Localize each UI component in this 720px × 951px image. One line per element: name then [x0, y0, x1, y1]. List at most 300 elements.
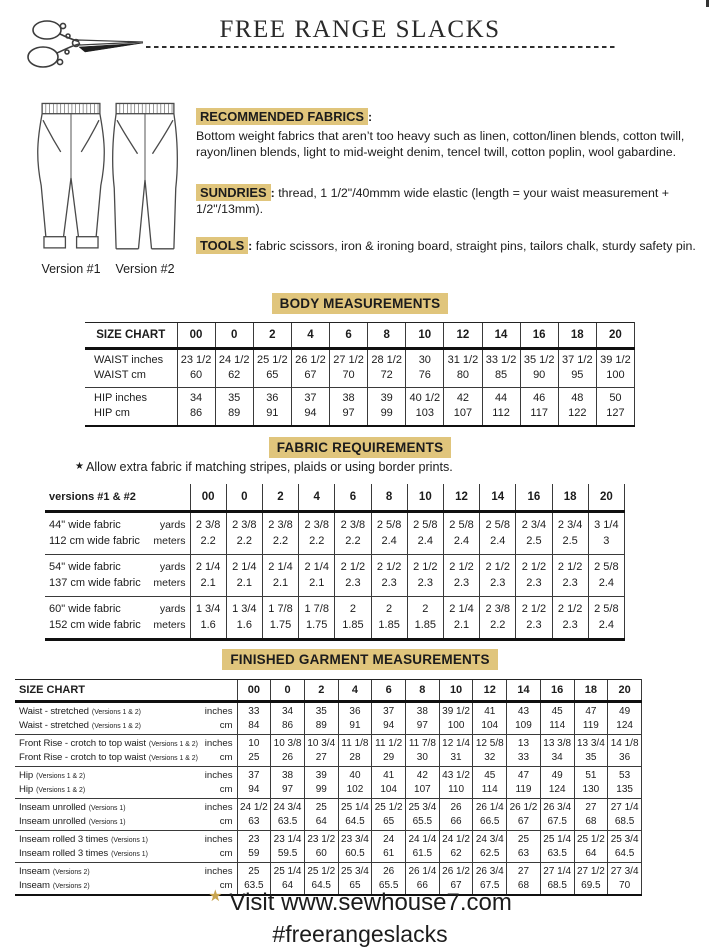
measurement-cell: 42: [406, 767, 440, 783]
measurement-cell: 24: [372, 831, 406, 847]
row-unit: cm: [219, 783, 233, 795]
size-column-header: 4: [338, 680, 372, 702]
size-column-header: 18: [558, 323, 596, 349]
measurement-cell: 27 1/4: [540, 863, 574, 879]
measurement-cell: 3: [588, 533, 624, 555]
star-icon: ★: [208, 888, 223, 905]
colon: :: [368, 110, 373, 124]
measurement-cell: 35: [574, 751, 608, 767]
row-label-cell: [45, 597, 190, 618]
measurement-cell: 11 1/2: [372, 735, 406, 751]
row-version-note: (Versions 1 & 2): [36, 786, 86, 794]
measurement-cell: 11 7/8: [406, 735, 440, 751]
row-label: 112 cm wide fabric: [49, 535, 140, 547]
row-label: Inseam: [19, 879, 50, 891]
row-label-cell: [15, 735, 237, 751]
size-column-header: 00: [237, 680, 271, 702]
measurement-cell: 33: [507, 751, 541, 767]
measurement-cell: 91: [253, 406, 291, 426]
row-label: Waist - stretched: [19, 705, 89, 717]
measurement-cell: 69.5: [574, 879, 608, 896]
measurement-cell: 43: [507, 702, 541, 719]
measurement-cell: 24 1/4: [406, 831, 440, 847]
measurement-cell: 1 3/4: [226, 597, 262, 618]
row-label-cell: [85, 388, 177, 407]
row-version-note: (Versions 2): [52, 882, 90, 890]
measurement-cell: 13: [507, 735, 541, 751]
measurement-cell: 25 3/4: [338, 863, 372, 879]
measurement-cell: 65.5: [406, 815, 440, 831]
measurement-cell: 27 1/2: [574, 863, 608, 879]
size-column-header: 20: [596, 323, 634, 349]
measurement-cell: 23: [237, 831, 271, 847]
fabric-requirements-table: [45, 484, 625, 641]
row-label: Inseam unrolled: [19, 815, 86, 827]
measurement-cell: 25 3/4: [406, 799, 440, 815]
size-column-header: 12: [443, 484, 479, 512]
measurement-cell: 130: [574, 783, 608, 799]
measurement-cell: 67.5: [540, 815, 574, 831]
row-label: 60" wide fabric: [49, 603, 121, 615]
measurement-cell: 28: [338, 751, 372, 767]
measurement-cell: 39: [304, 767, 338, 783]
size-column-header: 12: [444, 323, 482, 349]
row-version-note: (Versions 2): [52, 868, 90, 876]
measurement-cell: 27 1/2: [330, 349, 368, 369]
measurement-cell: 2.3: [516, 617, 552, 640]
measurement-cell: 2.1: [226, 575, 262, 597]
measurement-cell: 28 1/2: [368, 349, 406, 369]
row-label: Front Rise - crotch to top waist: [19, 751, 146, 763]
measurement-cell: 103: [406, 406, 444, 426]
sundries-label: SUNDRIES: [196, 184, 271, 201]
measurement-cell: 89: [215, 406, 253, 426]
measurement-cell: 2.4: [480, 533, 516, 555]
size-column-header: 0: [271, 680, 305, 702]
measurement-cell: 26 1/2: [291, 349, 329, 369]
size-column-header: 6: [330, 323, 368, 349]
row-version-note: (Versions 1): [88, 818, 126, 826]
measurement-cell: 2.3: [335, 575, 371, 597]
measurement-cell: 72: [368, 368, 406, 388]
measurement-cell: 2 1/4: [262, 555, 298, 576]
measurement-cell: 27 1/4: [608, 799, 642, 815]
measurement-cell: 62.5: [473, 847, 507, 863]
measurement-cell: 67: [439, 879, 473, 896]
heading-text: FABRIC REQUIREMENTS: [269, 437, 452, 458]
measurement-cell: 84: [237, 719, 271, 735]
measurement-cell: 63.5: [237, 879, 271, 896]
measurement-cell: 68: [507, 879, 541, 896]
size-column-header: 4: [299, 484, 335, 512]
size-column-header: 6: [372, 680, 406, 702]
measurement-cell: 2 3/8: [335, 512, 371, 534]
measurement-cell: 25 1/2: [304, 863, 338, 879]
measurement-cell: 36: [253, 388, 291, 407]
measurement-cell: 30: [406, 751, 440, 767]
measurement-cell: 40: [338, 767, 372, 783]
measurement-cell: 100: [439, 719, 473, 735]
pants-version-2-illustration: [104, 98, 186, 258]
size-column-header: 0: [226, 484, 262, 512]
measurement-cell: 60: [177, 368, 215, 388]
measurement-cell: 63: [507, 847, 541, 863]
row-version-note: (Versions 1): [88, 804, 126, 812]
measurement-cell: 64.5: [338, 815, 372, 831]
measurement-cell: 51: [574, 767, 608, 783]
info-section: [196, 108, 718, 255]
measurement-cell: 2 1/2: [516, 555, 552, 576]
measurement-cell: 2 1/2: [552, 555, 588, 576]
row-unit: inches: [204, 865, 233, 877]
measurement-cell: 62: [439, 847, 473, 863]
row-label-cell: [85, 406, 177, 426]
heading-text: BODY MEASUREMENTS: [272, 293, 449, 314]
version-2-label: Version #2: [115, 262, 175, 276]
measurement-cell: 27: [507, 863, 541, 879]
measurement-cell: 23 1/2: [177, 349, 215, 369]
measurement-cell: 2 1/4: [299, 555, 335, 576]
size-column-header: 8: [406, 680, 440, 702]
measurement-cell: 3 1/4: [588, 512, 624, 534]
measurement-cell: 53: [608, 767, 642, 783]
measurement-cell: 26: [372, 863, 406, 879]
measurement-cell: 45: [540, 702, 574, 719]
row-label: 137 cm wide fabric: [49, 577, 141, 589]
measurement-cell: 114: [473, 783, 507, 799]
measurement-cell: 61.5: [406, 847, 440, 863]
measurement-cell: 65: [253, 368, 291, 388]
size-column-header: 14: [482, 323, 520, 349]
size-column-header: 18: [552, 484, 588, 512]
body-measurements-heading: [0, 295, 720, 313]
row-label-cell: [45, 512, 190, 534]
size-column-header: 2: [262, 484, 298, 512]
measurement-cell: 11 1/8: [338, 735, 372, 751]
measurement-cell: 25 1/2: [372, 799, 406, 815]
body-measurements-table: [85, 322, 635, 427]
measurement-cell: 66: [406, 879, 440, 896]
row-unit: cm: [219, 847, 233, 859]
measurement-cell: 36: [338, 702, 372, 719]
recommended-fabrics-block: [196, 108, 718, 161]
measurement-cell: 39: [368, 388, 406, 407]
measurement-cell: 2: [407, 597, 443, 618]
measurement-cell: 2 1/4: [443, 597, 479, 618]
measurement-cell: 2 5/8: [480, 512, 516, 534]
measurement-cell: 1 7/8: [299, 597, 335, 618]
size-column-header: 16: [516, 484, 552, 512]
heading-text: FINISHED GARMENT MEASUREMENTS: [222, 649, 497, 670]
measurement-cell: 25: [304, 799, 338, 815]
measurement-cell: 1.75: [262, 617, 298, 640]
row-unit: yards: [159, 561, 186, 573]
measurement-cell: 26 1/2: [439, 863, 473, 879]
measurement-cell: 90: [520, 368, 558, 388]
measurement-cell: 48: [558, 388, 596, 407]
measurement-cell: 13 3/8: [540, 735, 574, 751]
row-unit: yards: [159, 603, 186, 615]
row-label-cell: [85, 349, 177, 369]
fabric-requirements-heading: [0, 439, 720, 457]
measurement-cell: 2.3: [552, 617, 588, 640]
star-icon: ★: [75, 461, 84, 472]
measurement-cell: 33 1/2: [482, 349, 520, 369]
measurement-cell: 25 1/2: [574, 831, 608, 847]
measurement-cell: 135: [608, 783, 642, 799]
measurement-cell: 37: [237, 767, 271, 783]
measurement-cell: 2: [371, 597, 407, 618]
measurement-cell: 35: [304, 702, 338, 719]
measurement-cell: 12 5/8: [473, 735, 507, 751]
measurement-cell: 60.5: [338, 847, 372, 863]
measurement-cell: 23 1/4: [271, 831, 305, 847]
row-label: Hip: [19, 783, 34, 795]
measurement-cell: 34: [540, 751, 574, 767]
measurement-cell: 97: [330, 406, 368, 426]
measurement-cell: 1.85: [371, 617, 407, 640]
row-unit: inches: [204, 737, 233, 749]
measurement-cell: 50: [596, 388, 634, 407]
colon: :: [248, 239, 253, 254]
measurement-cell: 24 3/4: [271, 799, 305, 815]
measurement-cell: 26 1/4: [406, 863, 440, 879]
tools-block: [196, 237, 718, 255]
measurement-cell: 97: [406, 719, 440, 735]
measurement-cell: 2.2: [190, 533, 226, 555]
measurement-cell: 39 1/2: [596, 349, 634, 369]
recommended-fabrics-text: Bottom weight fabrics that aren’t too heavy such as linen, cotton/linen blends, cotton twill, rayon/linen blends, light to mid-weight denim, tencel twill, cotton poplin, wool gabardine.: [196, 128, 685, 160]
size-column-header: 8: [371, 484, 407, 512]
measurement-cell: 27: [304, 751, 338, 767]
row-version-note: (Versions 1 & 2): [91, 722, 141, 730]
measurement-cell: 2.2: [226, 533, 262, 555]
measurement-cell: 26: [271, 751, 305, 767]
table-corner-header: SIZE CHART: [85, 323, 177, 349]
size-column-header: 6: [335, 484, 371, 512]
measurement-cell: 1.75: [299, 617, 335, 640]
measurement-cell: 24 1/2: [237, 799, 271, 815]
measurement-cell: 112: [482, 406, 520, 426]
measurement-cell: 2: [335, 597, 371, 618]
measurement-cell: 104: [473, 719, 507, 735]
row-version-note: (Versions 1 & 2): [148, 754, 198, 762]
measurement-cell: 89: [304, 719, 338, 735]
measurement-cell: 49: [608, 702, 642, 719]
measurement-cell: 47: [574, 702, 608, 719]
size-column-header: 12: [473, 680, 507, 702]
pants-version-1-illustration: [30, 98, 112, 258]
row-label: 152 cm wide fabric: [49, 619, 141, 631]
row-label: Inseam rolled 3 times: [19, 833, 109, 845]
measurement-cell: 25: [237, 863, 271, 879]
measurement-cell: 119: [574, 719, 608, 735]
row-label: Inseam: [19, 865, 50, 877]
size-column-header: 14: [480, 484, 516, 512]
measurement-cell: 26 3/4: [540, 799, 574, 815]
row-unit: inches: [204, 705, 233, 717]
measurement-cell: 43 1/2: [439, 767, 473, 783]
measurement-cell: 31 1/2: [444, 349, 482, 369]
row-label: 44" wide fabric: [49, 519, 121, 531]
measurement-cell: 2 3/8: [480, 597, 516, 618]
measurement-cell: 42: [444, 388, 482, 407]
tools-text: fabric scissors, iron & ironing board, straight pins, tailors chalk, sturdy safety pin.: [255, 239, 696, 254]
measurement-cell: 27 3/4: [608, 863, 642, 879]
measurement-cell: 33: [237, 702, 271, 719]
measurement-cell: 60: [304, 847, 338, 863]
measurement-cell: 2.2: [335, 533, 371, 555]
size-column-header: 0: [215, 323, 253, 349]
size-column-header: 16: [540, 680, 574, 702]
row-label-cell: [15, 815, 237, 831]
row-label-cell: [45, 617, 190, 640]
measurement-cell: 31: [439, 751, 473, 767]
measurement-cell: 24 1/2: [215, 349, 253, 369]
measurement-cell: 2.4: [371, 533, 407, 555]
row-unit: inches: [204, 801, 233, 813]
measurement-cell: 2.3: [552, 575, 588, 597]
measurement-cell: 38: [406, 702, 440, 719]
measurement-cell: 27: [574, 799, 608, 815]
measurement-cell: 24 1/2: [439, 831, 473, 847]
measurement-cell: 2 3/8: [190, 512, 226, 534]
row-unit: cm: [219, 719, 233, 731]
measurement-cell: 86: [271, 719, 305, 735]
measurement-cell: 65.5: [372, 879, 406, 896]
hashtag-line: #freerangeslacks: [272, 921, 448, 947]
measurement-cell: 2.3: [480, 575, 516, 597]
measurement-cell: 1.6: [190, 617, 226, 640]
measurement-cell: 38: [330, 388, 368, 407]
row-label: HIP inches: [94, 392, 147, 404]
colon: :: [270, 185, 275, 200]
measurement-cell: 2.4: [407, 533, 443, 555]
measurement-cell: 2.1: [262, 575, 298, 597]
size-column-header: 8: [368, 323, 406, 349]
website-line: [0, 889, 720, 917]
measurement-cell: 2 3/8: [299, 512, 335, 534]
row-label-cell: [15, 799, 237, 815]
measurement-cell: 25 3/4: [608, 831, 642, 847]
row-label-cell: [15, 751, 237, 767]
measurement-cell: 119: [507, 783, 541, 799]
measurement-cell: 65: [338, 879, 372, 896]
measurement-cell: 26 1/2: [507, 799, 541, 815]
measurement-cell: 37: [372, 702, 406, 719]
measurement-cell: 76: [406, 368, 444, 388]
measurement-cell: 2 3/4: [552, 512, 588, 534]
measurement-cell: 44: [482, 388, 520, 407]
page-title: FREE RANGE SLACKS: [219, 16, 501, 43]
measurement-cell: 94: [291, 406, 329, 426]
measurement-cell: 97: [271, 783, 305, 799]
measurement-cell: 114: [540, 719, 574, 735]
measurement-cell: 2 3/8: [262, 512, 298, 534]
size-column-header: 2: [304, 680, 338, 702]
row-label: WAIST inches: [94, 354, 164, 366]
measurement-cell: 2 1/4: [226, 555, 262, 576]
measurement-cell: 34: [177, 388, 215, 407]
measurement-cell: 2.4: [443, 533, 479, 555]
row-unit: inches: [204, 833, 233, 845]
measurement-cell: 10: [237, 735, 271, 751]
measurement-cell: 2.4: [588, 617, 624, 640]
measurement-cell: 104: [372, 783, 406, 799]
measurement-cell: 26: [439, 799, 473, 815]
measurement-cell: 2.1: [299, 575, 335, 597]
table-corner-header: versions #1 & #2: [45, 484, 190, 512]
measurement-cell: 63: [237, 815, 271, 831]
measurement-cell: 107: [444, 406, 482, 426]
measurement-cell: 67: [291, 368, 329, 388]
row-unit: meters: [153, 535, 186, 547]
measurement-cell: 2 1/2: [552, 597, 588, 618]
measurement-cell: 25 1/2: [253, 349, 291, 369]
row-label-cell: [15, 847, 237, 863]
row-unit: cm: [219, 815, 233, 827]
measurement-cell: 1 3/4: [190, 597, 226, 618]
measurement-cell: 62: [215, 368, 253, 388]
measurement-cell: 49: [540, 767, 574, 783]
measurement-cell: 2.2: [262, 533, 298, 555]
row-unit: yards: [159, 519, 186, 531]
row-label-cell: [15, 783, 237, 799]
measurement-cell: 124: [540, 783, 574, 799]
row-version-note: (Versions 1): [111, 850, 148, 858]
measurement-cell: 25 1/4: [540, 831, 574, 847]
measurement-cell: 94: [237, 783, 271, 799]
row-unit: meters: [153, 577, 186, 589]
size-column-header: 10: [406, 323, 444, 349]
measurement-cell: 2.1: [190, 575, 226, 597]
measurement-cell: 2.5: [552, 533, 588, 555]
website-text: Visit www.sewhouse7.com: [229, 889, 512, 916]
measurement-cell: 2 1/2: [480, 555, 516, 576]
measurement-cell: 64: [271, 879, 305, 896]
row-unit: cm: [219, 879, 233, 891]
measurement-cell: 2 1/2: [443, 555, 479, 576]
measurement-cell: 110: [439, 783, 473, 799]
measurement-cell: 100: [596, 368, 634, 388]
measurement-cell: 13 3/4: [574, 735, 608, 751]
measurement-cell: 25 1/4: [271, 863, 305, 879]
measurement-cell: 63.5: [271, 815, 305, 831]
measurement-cell: 127: [596, 406, 634, 426]
measurement-cell: 68.5: [540, 879, 574, 896]
size-column-header: 20: [588, 484, 624, 512]
recommended-fabrics-label: RECOMMENDED FABRICS: [196, 108, 368, 125]
measurement-cell: 24 3/4: [473, 831, 507, 847]
measurement-cell: 107: [406, 783, 440, 799]
row-version-note: (Versions 1 & 2): [91, 708, 141, 716]
measurement-cell: 2 1/2: [335, 555, 371, 576]
measurement-cell: 32: [473, 751, 507, 767]
measurement-cell: 2.3: [407, 575, 443, 597]
measurement-cell: 68: [574, 815, 608, 831]
measurement-cell: 80: [444, 368, 482, 388]
measurement-cell: 1 7/8: [262, 597, 298, 618]
row-label-cell: [85, 368, 177, 388]
measurement-cell: 122: [558, 406, 596, 426]
measurement-cell: 1.85: [407, 617, 443, 640]
measurement-cell: 2.3: [371, 575, 407, 597]
measurement-cell: 12 1/4: [439, 735, 473, 751]
measurement-cell: 95: [558, 368, 596, 388]
row-label: Inseam rolled 3 times: [19, 847, 109, 859]
size-column-header: 00: [190, 484, 226, 512]
version-1-label: Version #1: [41, 262, 101, 276]
